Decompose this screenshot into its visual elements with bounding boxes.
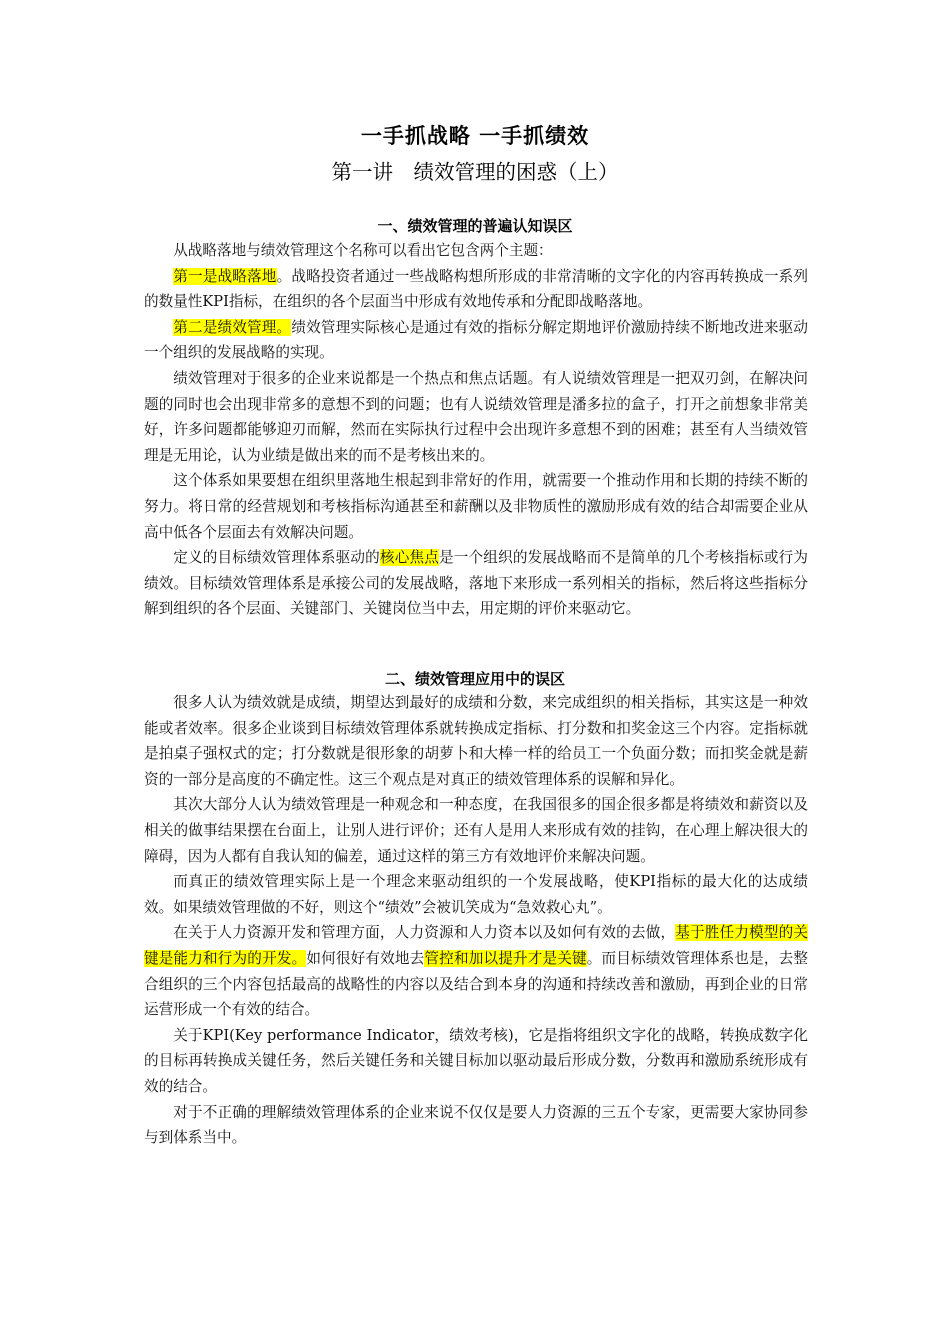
paragraph-text: 是一个组织的发展战略而不是简单的几个考核指标或行为绩效。目标绩效管理体系是承接公司的发展战略，落地下来形成一系列相关的指标，然后将这些指标分解到组织的各个层面、关键部门、关键岗位当中去，用定期的评价来驱动它。 (144, 549, 808, 618)
highlighted-text: 第二是绩效管理。 (173, 318, 292, 336)
paragraph-text: 绩效管理实际核心是通过有效的指标分解定期地评价激励持续不断地改进来驱动一个组织的发展战略的实现。 (144, 318, 808, 362)
highlighted-text: 基于胜任力模型的关键是能力和行为的开发。 (144, 924, 808, 967)
paragraph (144, 920, 808, 1022)
paragraph: 很多人认为绩效就是成绩，期望达到最好的成绩和分数，来完成组织的相关指标，其实这是一种效能或者效率。很多企业谈到目标绩效管理体系就转换成定指标、打分数和扣奖金这三个内容。定指标就是拍桌子强权式的定；打分数就是很形象的胡萝卜和大棒一样的给员工一个负面分数；而扣奖金就是薪资的一部分是高度的不确定性。这三个观点是对真正的绩效管理体系的误解和异化。 (144, 694, 808, 788)
paragraph-text: 如何很好有效地去 (306, 949, 425, 967)
section-1-heading: 一、绩效管理的普遍认知误区 (377, 217, 573, 235)
paragraph: 而真正的绩效管理实际上是一个理念来驱动组织的一个发展战略，使KPI指标的最大化的达成绩效。如果绩效管理做的不好，则这个“绩效”会被讥笑成为“急效救心丸”。 (144, 873, 808, 916)
paragraph: 从战略落地与绩效管理这个名称可以看出它包含两个主题： (173, 242, 553, 259)
paragraph: 其次大部分人认为绩效管理是一种观念和一种态度，在我国很多的国企很多都是将绩效和薪资以及相关的做事结果摆在台面上，让别人进行评价；还有人是用人来形成有效的挂钩，在心理上解决很大的障碍，因为人都有自我认知的偏差，通过这样的第三方有效地评价来解决问题。 (144, 796, 808, 865)
paragraph-text: 在关于人力资源开发和管理方面，人力资源和人力资本以及如何有效的去做， (173, 924, 676, 942)
paragraph (144, 545, 808, 622)
paragraph: 对于不正确的理解绩效管理体系的企业来说不仅仅是要人力资源的三五个专家，更需要大家协同参与到体系当中。 (144, 1103, 808, 1147)
paragraph: 这个体系如果要想在组织里落地生根起到非常好的作用，就需要一个推动作用和长期的持续不断的努力。将日常的经营规划和考核指标沟通甚至和薪酬以及非物质性的激励形成有效的结合却需要企业从高中低各个层面去有效解决问题。 (144, 472, 808, 541)
section-2-body (144, 690, 808, 1151)
lecture-subtitle: 第一讲 绩效管理的困惑（上） (331, 160, 619, 184)
document-title: 一手抓战略 一手抓绩效 (360, 124, 590, 148)
section-2-heading: 二、绩效管理应用中的误区 (384, 670, 565, 688)
paragraph-text: 。而目标绩效管理体系也是，去整合组织的三个内容包括最高的战略性的内容以及结合到本身的沟通和持续改善和激励，再到企业的日常运营形成一个有效的结合。 (144, 949, 808, 1019)
highlighted-text: 管控和加以提升才是关键 (424, 949, 587, 967)
highlighted-text: 核心焦点 (379, 549, 439, 567)
paragraph (144, 264, 808, 315)
highlighted-text: 第一是战略落地 (173, 267, 277, 285)
paragraph: 绩效管理对于很多的企业来说都是一个热点和焦点话题。有人说绩效管理是一把双刃剑，在解决问题的同时也会出现非常多的意想不到的问题；也有人说绩效管理是潘多拉的盒子，打开之前想象非常美好，许多问题都能够迎刃而解，然而在实际执行过程中会出现许多意想不到的困难；甚至有人当绩效管理是无用论，认为业绩是做出来的而不是考核出来的。 (144, 369, 808, 464)
paragraph (144, 315, 808, 366)
section-1-body (144, 238, 808, 622)
paragraph-text: 定义的目标绩效管理体系驱动的 (173, 549, 380, 567)
paragraph-text: 。战略投资者通过一些战略构想所形成的非常清晰的文字化的内容再转换成一系列的数量性KPI指标，在组织的各个层面当中形成有效地传承和分配即战略落地。 (144, 267, 808, 311)
paragraph: 关于KPI(Key performance Indicator，绩效考核)，它是指将组织文字化的战略，转换成数字化的目标再转换成关键任务，然后关键任务和关键目标加以驱动最后形成分数，分数再和激励系统形成有效的结合。 (144, 1026, 808, 1095)
